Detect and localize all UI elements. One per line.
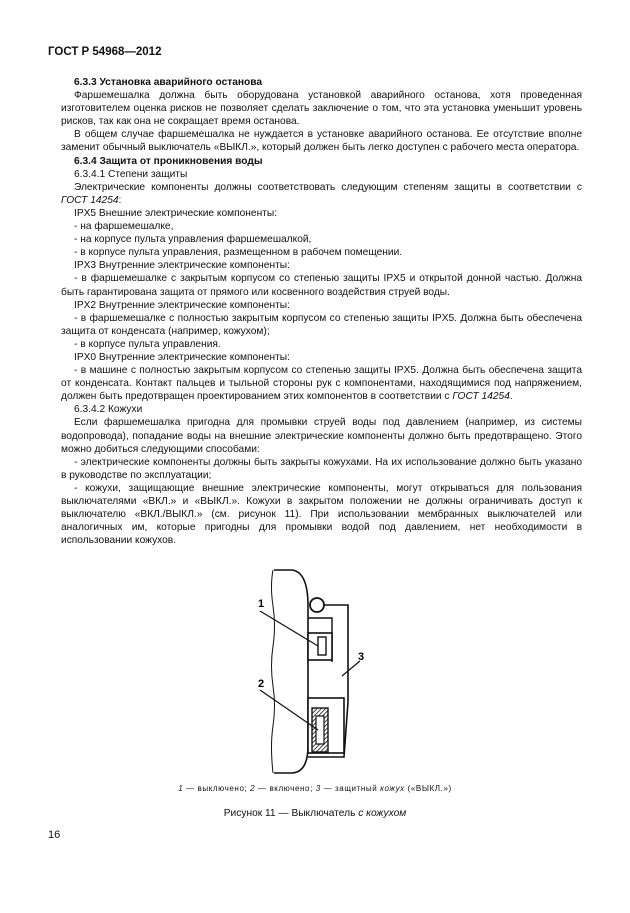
paragraph: Если фаршемешалка пригодна для промывки струей воды под давлением (например, из системы водопровода), попадание воды на внешние электрические компоненты должно быть предотвращено. Этого можно добиться следующими способами: xyxy=(61,417,582,455)
list-heading: IPX3 Внутренние электрические компоненты: xyxy=(74,260,290,272)
figure-label-3: 3 xyxy=(358,651,365,663)
legend-text: («ВЫКЛ.») xyxy=(404,784,452,793)
subsection-title-6-3-4-1: 6.3.4.1 Степени защиты xyxy=(74,168,188,180)
standard-reference: ГОСТ 14254 xyxy=(452,391,510,403)
caption-text: Рисунок 11 — Выключатель xyxy=(223,808,359,819)
text-span: - в машине с полностью закрытым корпусом со степенью защиты IPX5. Должна быть обеспечена защита от конденсата. Контакт пальцев и тыльной стороны рук с компонентами, находящимися под напряжением, должен быть предотвращен проектированием этих компонентов в соответствии с xyxy=(61,365,582,403)
legend-emphasis: кожух xyxy=(380,784,405,793)
section-title-6-3-4: 6.3.4 Защита от проникновения воды xyxy=(74,155,263,167)
list-item: - в корпусе пульта управления, размещенном в рабочем помещении. xyxy=(74,247,403,259)
text-span: : xyxy=(118,194,122,206)
section-title-6-3-3: 6.3.3 Установка аварийного останова xyxy=(74,77,263,88)
text-span: . xyxy=(509,391,513,403)
page-body xyxy=(61,76,582,547)
paragraph: Фаршемешалка должна быть оборудована установкой аварийного останова, хотя проведенная изготовителем оценка рисков не позволяет сделать заключение о том, что эта установка уменьшит уровень рисков, так как она не сокращает время останова. xyxy=(61,90,582,128)
panel-wall xyxy=(274,570,308,773)
list-item: - в фаршемешалке с закрытым корпусом со степенью защиты IPX5 и открытой донной частью. Должна быть гарантирована защита от прямого или косвенного воздействия струей воды. xyxy=(61,273,582,298)
paragraph: - кожухи, защищающие внешние электрические компоненты, могут открываться для пользования выключателями «ВКЛ.» и «ВЫКЛ.». Кожухи в закрытом положении не должны ограничивать доступ к выключателю «ВКЛ./ВЫКЛ.» (см. рисунок 11). При использовании мембранных выключателей или аналогичных им, которые пригодны для промывки водой под давлением, нет необходимости в использовании кожухов. xyxy=(61,482,582,547)
paragraph: - электрические компоненты должны быть закрыты кожухами. На их использование должно быть указано в руководстве по эксплуатации; xyxy=(61,456,582,481)
leader-3 xyxy=(342,661,360,676)
page-number: 16 xyxy=(48,829,61,841)
figure-caption xyxy=(0,808,630,819)
legend-text: — включено; xyxy=(255,784,316,793)
standard-reference: ГОСТ 14254 xyxy=(61,194,119,206)
legend-text: — защитный xyxy=(320,784,381,793)
subsection-title-6-3-4-2: 6.3.4.2 Кожухи xyxy=(74,404,143,416)
list-item: - в корпусе пульта управления. xyxy=(74,338,221,350)
figure-label-2: 2 xyxy=(258,678,265,690)
list-item: - на корпусе пульта управления фаршемешалкой, xyxy=(74,234,312,246)
paragraph: В общем случае фаршемешалка не нуждается в установке аварийного останова. Ее отсутствие вполне заменит обычный выключатель «ВЫКЛ.», который должен быть легко доступен с рабочего места оператора. xyxy=(61,129,582,154)
hinge-icon xyxy=(310,598,324,612)
switch-diagram xyxy=(230,566,380,776)
list-item: - на фаршемешалке, xyxy=(74,221,174,233)
legend-number: 3 xyxy=(315,784,321,793)
legend-number: 1 xyxy=(178,784,184,793)
paragraph xyxy=(61,181,582,207)
text-span: Электрические компоненты должны соответствовать следующим степеням защиты в соответствии с xyxy=(74,181,582,193)
list-item xyxy=(61,364,582,403)
list-heading: IPX2 Внутренние электрические компоненты: xyxy=(74,299,290,311)
legend-number: 2 xyxy=(250,784,256,793)
list-item: - в фаршемешалке с полностью закрытым корпусом со степенью защиты IPX5. Должна быть обеспечена защита от конденсата (например, кожухом); xyxy=(61,312,582,337)
figure-label-1: 1 xyxy=(258,598,265,610)
figure-legend xyxy=(0,784,630,793)
document-code: ГОСТ Р 54968—2012 xyxy=(48,46,162,58)
caption-emphasis: с кожухом xyxy=(358,808,407,819)
list-heading: IPX0 Внутренние электрические компоненты: xyxy=(74,351,290,363)
leader-1 xyxy=(260,611,318,646)
list-heading: IPX5 Внешние электрические компоненты: xyxy=(74,207,278,219)
legend-text: — выключено; xyxy=(183,784,251,793)
